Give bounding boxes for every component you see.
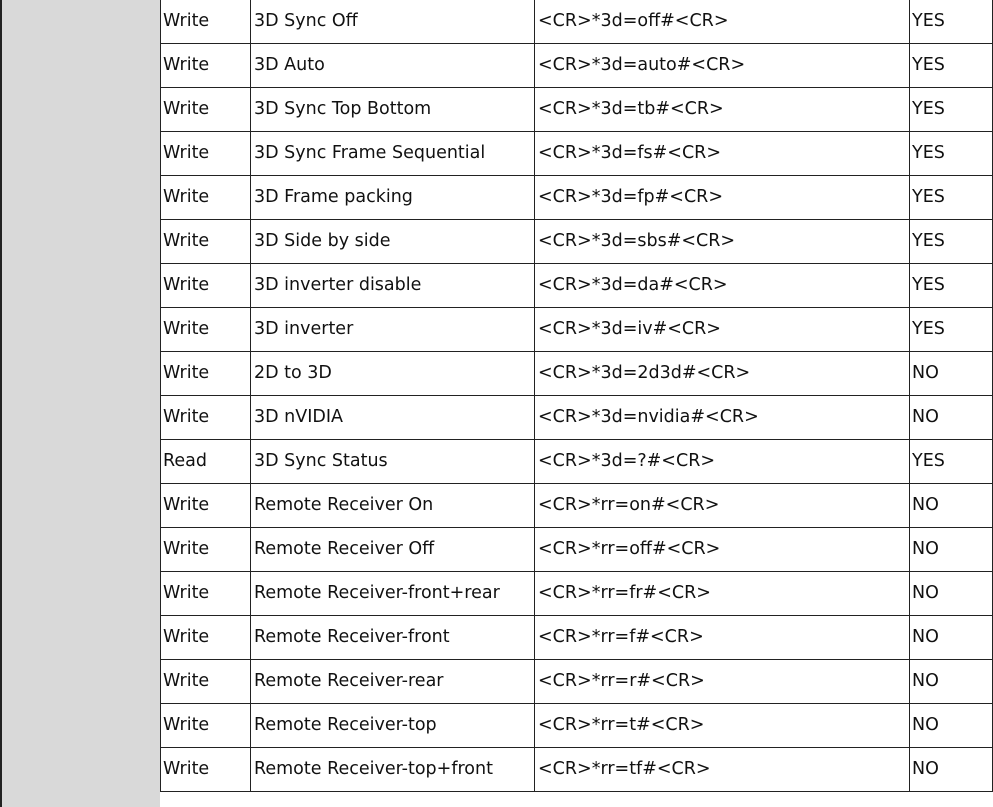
support-cell: YES xyxy=(910,308,993,352)
support-cell: YES xyxy=(910,88,993,132)
access-type-cell: Write xyxy=(161,132,251,176)
support-cell: NO xyxy=(910,352,993,396)
function-cell: 3D Side by side xyxy=(251,220,535,264)
function-cell: Remote Receiver-front+rear xyxy=(251,572,535,616)
command-cell: <CR>*rr=off#<CR> xyxy=(535,528,910,572)
function-cell: 3D Sync Frame Sequential xyxy=(251,132,535,176)
function-cell: 3D inverter disable xyxy=(251,264,535,308)
table-row xyxy=(161,176,993,220)
access-type-cell: Write xyxy=(161,616,251,660)
access-type-cell: Write xyxy=(161,308,251,352)
access-type-cell: Write xyxy=(161,748,251,792)
command-cell: <CR>*3d=fs#<CR> xyxy=(535,132,910,176)
category-column xyxy=(0,0,160,807)
command-cell: <CR>*3d=fp#<CR> xyxy=(535,176,910,220)
support-cell: NO xyxy=(910,748,993,792)
command-cell: <CR>*rr=fr#<CR> xyxy=(535,572,910,616)
command-table xyxy=(160,0,993,792)
support-cell: NO xyxy=(910,396,993,440)
support-cell: NO xyxy=(910,660,993,704)
command-cell: <CR>*rr=tf#<CR> xyxy=(535,748,910,792)
support-cell: YES xyxy=(910,132,993,176)
access-type-cell: Write xyxy=(161,528,251,572)
function-cell: 3D Sync Top Bottom xyxy=(251,88,535,132)
command-cell: <CR>*3d=iv#<CR> xyxy=(535,308,910,352)
access-type-cell: Write xyxy=(161,44,251,88)
support-cell: NO xyxy=(910,528,993,572)
access-type-cell: Write xyxy=(161,0,251,44)
support-cell: NO xyxy=(910,484,993,528)
table-row xyxy=(161,396,993,440)
function-cell: 3D Frame packing xyxy=(251,176,535,220)
support-cell: NO xyxy=(910,704,993,748)
support-cell: YES xyxy=(910,176,993,220)
support-cell: NO xyxy=(910,572,993,616)
table-row xyxy=(161,528,993,572)
function-cell: 3D Sync Off xyxy=(251,0,535,44)
table-row xyxy=(161,220,993,264)
function-cell: 2D to 3D xyxy=(251,352,535,396)
command-cell: <CR>*rr=t#<CR> xyxy=(535,704,910,748)
function-cell: Remote Receiver Off xyxy=(251,528,535,572)
support-cell: YES xyxy=(910,440,993,484)
command-cell: <CR>*rr=f#<CR> xyxy=(535,616,910,660)
table-row xyxy=(161,660,993,704)
function-cell: Remote Receiver-top+front xyxy=(251,748,535,792)
function-cell: 3D nVIDIA xyxy=(251,396,535,440)
command-cell: <CR>*3d=?#<CR> xyxy=(535,440,910,484)
command-cell: <CR>*rr=r#<CR> xyxy=(535,660,910,704)
access-type-cell: Write xyxy=(161,660,251,704)
function-cell: Remote Receiver-front xyxy=(251,616,535,660)
table-row xyxy=(161,308,993,352)
command-cell: <CR>*3d=tb#<CR> xyxy=(535,88,910,132)
function-cell: Remote Receiver-rear xyxy=(251,660,535,704)
access-type-cell: Write xyxy=(161,704,251,748)
access-type-cell: Write xyxy=(161,572,251,616)
table-row xyxy=(161,264,993,308)
table-row xyxy=(161,440,993,484)
table-row xyxy=(161,0,993,44)
table-row xyxy=(161,748,993,792)
access-type-cell: Read xyxy=(161,440,251,484)
access-type-cell: Write xyxy=(161,264,251,308)
table-row xyxy=(161,484,993,528)
function-cell: 3D inverter xyxy=(251,308,535,352)
command-cell: <CR>*3d=auto#<CR> xyxy=(535,44,910,88)
command-cell: <CR>*3d=sbs#<CR> xyxy=(535,220,910,264)
access-type-cell: Write xyxy=(161,176,251,220)
table-row xyxy=(161,616,993,660)
access-type-cell: Write xyxy=(161,88,251,132)
command-cell: <CR>*3d=nvidia#<CR> xyxy=(535,396,910,440)
function-cell: Remote Receiver-top xyxy=(251,704,535,748)
command-cell: <CR>*3d=2d3d#<CR> xyxy=(535,352,910,396)
function-cell: 3D Sync Status xyxy=(251,440,535,484)
table-row xyxy=(161,704,993,748)
access-type-cell: Write xyxy=(161,352,251,396)
access-type-cell: Write xyxy=(161,484,251,528)
access-type-cell: Write xyxy=(161,396,251,440)
function-cell: 3D Auto xyxy=(251,44,535,88)
table-row xyxy=(161,132,993,176)
command-cell: <CR>*3d=da#<CR> xyxy=(535,264,910,308)
table-row xyxy=(161,44,993,88)
function-cell: Remote Receiver On xyxy=(251,484,535,528)
table-row xyxy=(161,88,993,132)
support-cell: YES xyxy=(910,0,993,44)
table-row xyxy=(161,572,993,616)
command-cell: <CR>*3d=off#<CR> xyxy=(535,0,910,44)
command-cell: <CR>*rr=on#<CR> xyxy=(535,484,910,528)
access-type-cell: Write xyxy=(161,220,251,264)
support-cell: NO xyxy=(910,616,993,660)
support-cell: YES xyxy=(910,264,993,308)
support-cell: YES xyxy=(910,220,993,264)
table-row xyxy=(161,352,993,396)
support-cell: YES xyxy=(910,44,993,88)
